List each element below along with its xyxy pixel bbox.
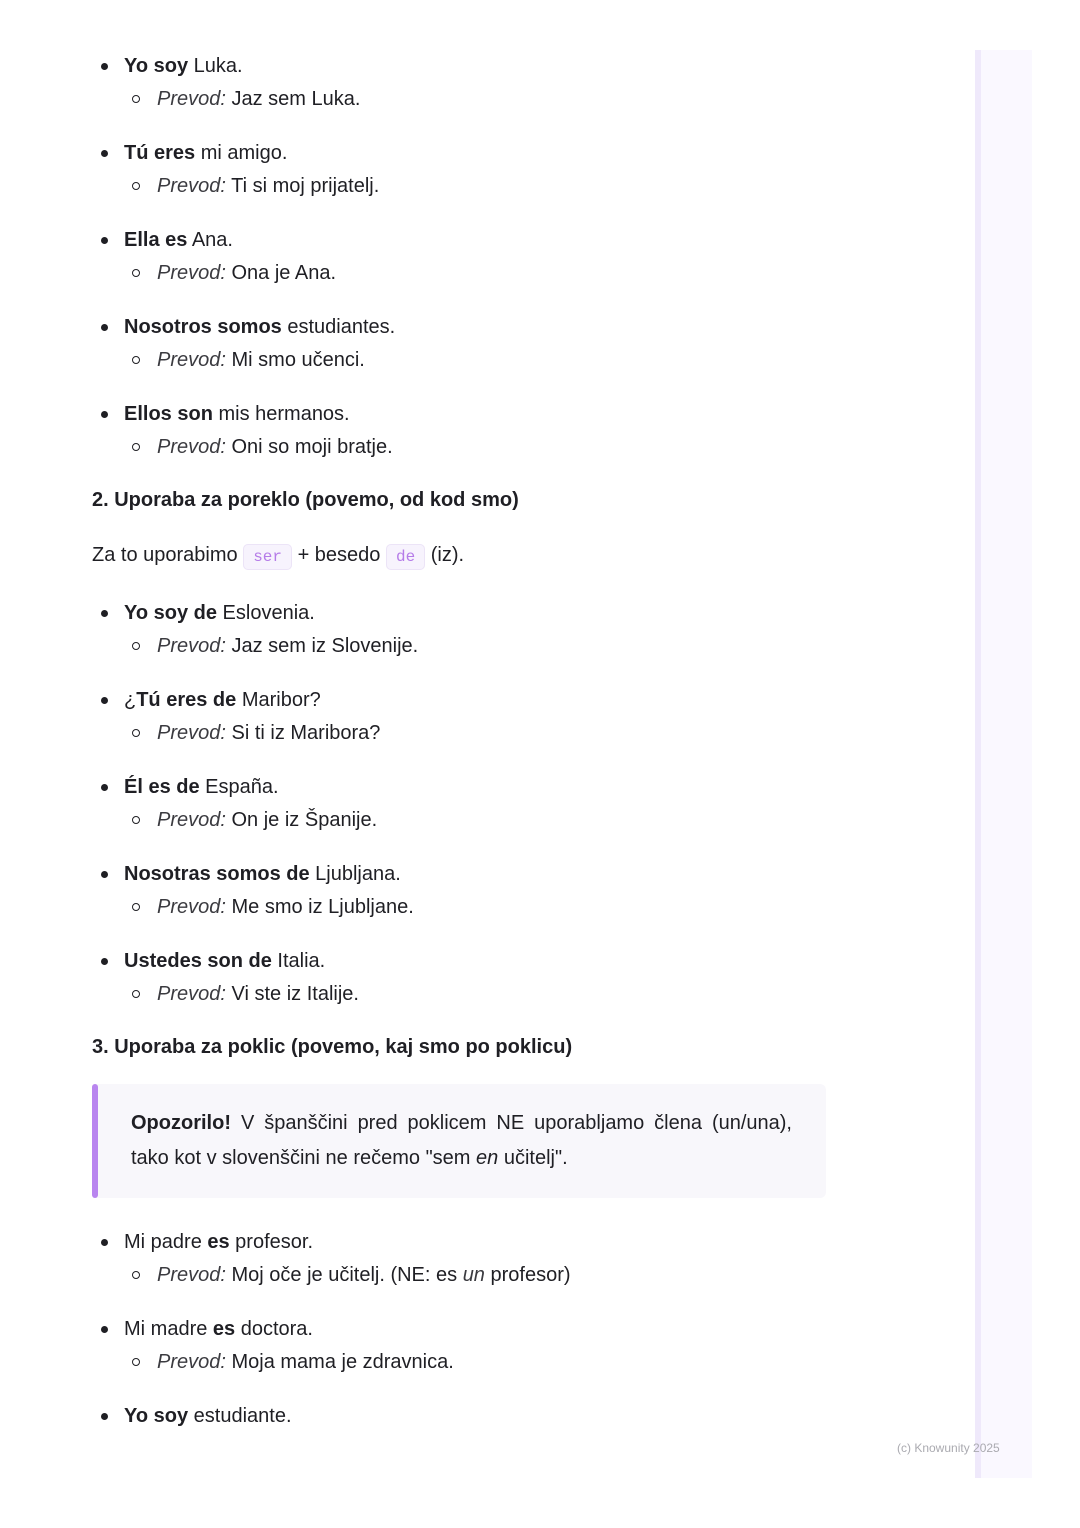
list-item [92, 771, 832, 836]
bullet-icon [101, 411, 108, 418]
bold-text: es [212, 1318, 236, 1340]
code-ser: ser [243, 544, 292, 570]
list-item [92, 1400, 832, 1433]
text: mis hermanos. [212, 403, 350, 425]
examples-list-identity [92, 50, 832, 463]
translation-label: Prevod: [157, 722, 226, 744]
example-sentence [124, 137, 832, 170]
translation-text: Me smo iz Ljubljane. [225, 896, 414, 918]
bullet-icon [101, 610, 108, 617]
list-item [92, 311, 832, 376]
bold-text: Nosotros somos [124, 316, 282, 338]
callout-text: V španščini pred poklicem NE uporabljamo člena (un/una), tako kot v slovenščini ne rečemo "sem [131, 1112, 792, 1169]
list-item [92, 945, 832, 1010]
translation-text: On je iz Španije. [225, 809, 378, 831]
bullet-icon [101, 871, 108, 878]
bullet-icon [101, 324, 108, 331]
bullet-icon [101, 1326, 108, 1333]
examples-list-origin [92, 597, 832, 1010]
bullet-icon [101, 1413, 108, 1420]
translation [124, 1346, 832, 1378]
translation-text: Oni so moji bratje. [225, 436, 393, 458]
circle-bullet-icon [132, 443, 140, 451]
bold-text: Tú eres de [136, 689, 237, 711]
bold-text: Tú eres [124, 142, 196, 164]
intro-text: Za to uporabimo [92, 544, 244, 566]
bullet-icon [101, 63, 108, 70]
text: ¿ [124, 689, 137, 711]
example-sentence [124, 398, 832, 431]
example-sentence [124, 945, 832, 978]
list-item [92, 137, 832, 202]
circle-bullet-icon [132, 1271, 140, 1279]
list-item [92, 1313, 832, 1378]
translation-text: Jaz sem Luka. [225, 88, 361, 110]
translation [124, 83, 832, 115]
translation [124, 170, 832, 202]
translation-label: Prevod: [157, 983, 226, 1005]
circle-bullet-icon [132, 990, 140, 998]
translation-text: Ti si moj prijatelj. [225, 175, 380, 197]
translation-label: Prevod: [157, 1264, 226, 1286]
bullet-icon [101, 958, 108, 965]
translation-label: Prevod: [157, 88, 226, 110]
code-de: de [386, 544, 425, 570]
side-panel-stripe [975, 50, 981, 1478]
circle-bullet-icon [132, 269, 140, 277]
example-sentence [124, 858, 832, 891]
examples-list-profession [92, 1226, 832, 1433]
bold-text: Ellos son [124, 403, 213, 425]
bold-text: Ella es [124, 229, 188, 251]
bullet-icon [101, 784, 108, 791]
circle-bullet-icon [132, 729, 140, 737]
example-sentence [124, 1226, 832, 1259]
text: Mi madre [124, 1318, 213, 1340]
translation-text: profesor) [484, 1264, 571, 1286]
translation-label: Prevod: [157, 896, 226, 918]
list-item [92, 1226, 832, 1291]
bold-text: Yo soy [124, 55, 189, 77]
warning-callout [92, 1084, 826, 1198]
circle-bullet-icon [132, 1358, 140, 1366]
translation [124, 344, 832, 376]
intro-text: + besedo [292, 544, 386, 566]
circle-bullet-icon [132, 356, 140, 364]
translation-label: Prevod: [157, 262, 226, 284]
example-sentence [124, 684, 832, 717]
example-sentence [124, 1400, 832, 1433]
translation-text: Moj oče je učitelj. (NE: es [225, 1264, 463, 1286]
callout-text: učitelj". [498, 1147, 568, 1169]
translation-text: Ona je Ana. [225, 262, 337, 284]
translation [124, 717, 832, 749]
text: estudiante. [188, 1405, 292, 1427]
text: Maribor? [236, 689, 321, 711]
translation [124, 431, 832, 463]
translation-label: Prevod: [157, 436, 226, 458]
text: Eslovenia. [217, 602, 315, 624]
text: España. [199, 776, 279, 798]
translation [124, 1259, 832, 1291]
origin-intro [92, 537, 832, 575]
copyright-footer: (c) Knowunity 2025 [897, 1441, 1000, 1455]
bold-text: Yo soy [124, 1405, 189, 1427]
translation [124, 978, 832, 1010]
callout-italic: en [476, 1147, 499, 1169]
text: profesor. [229, 1231, 314, 1253]
translation-text: Jaz sem iz Slovenije. [225, 635, 419, 657]
bullet-icon [101, 237, 108, 244]
bullet-icon [101, 697, 108, 704]
bold-text: Él es de [124, 776, 200, 798]
translation-text: Moja mama je zdravnica. [225, 1351, 454, 1373]
circle-bullet-icon [132, 95, 140, 103]
text: doctora. [235, 1318, 313, 1340]
bullet-icon [101, 150, 108, 157]
translation-text: Mi smo učenci. [225, 349, 365, 371]
bold-text: Yo soy de [124, 602, 217, 624]
example-sentence [124, 1313, 832, 1346]
list-item [92, 684, 832, 749]
bullet-icon [101, 1239, 108, 1246]
bold-text: Ustedes son de [124, 950, 272, 972]
document-content [92, 50, 832, 1455]
translation-label: Prevod: [157, 175, 226, 197]
section-heading-origin: 2. Uporaba za poreklo (povemo, od kod smo) [92, 489, 519, 511]
example-sentence [124, 771, 832, 804]
italic-text: un [462, 1264, 485, 1286]
list-item [92, 597, 832, 662]
text: estudiantes. [281, 316, 396, 338]
text: Italia. [271, 950, 326, 972]
list-item [92, 50, 832, 115]
translation [124, 891, 832, 923]
intro-text: (iz). [425, 544, 465, 566]
text: Ana. [187, 229, 233, 251]
bold-text: es [207, 1231, 230, 1253]
translation-label: Prevod: [157, 809, 226, 831]
translation-text: Vi ste iz Italije. [225, 983, 359, 1005]
circle-bullet-icon [132, 903, 140, 911]
section-heading-profession: 3. Uporaba za poklic (povemo, kaj smo po poklicu) [92, 1036, 573, 1058]
translation [124, 630, 832, 662]
example-sentence [124, 597, 832, 630]
text: Mi padre [124, 1231, 208, 1253]
list-item [92, 398, 832, 463]
translation-label: Prevod: [157, 635, 226, 657]
translation-text: Si ti iz Maribora? [225, 722, 381, 744]
translation-label: Prevod: [157, 1351, 226, 1373]
example-sentence [124, 50, 832, 83]
circle-bullet-icon [132, 642, 140, 650]
example-sentence [124, 224, 832, 257]
list-item [92, 224, 832, 289]
text: Luka. [188, 55, 243, 77]
list-item [92, 858, 832, 923]
side-panel [975, 50, 1032, 1478]
callout-title: Opozorilo! [131, 1112, 231, 1134]
text: Ljubljana. [309, 863, 401, 885]
circle-bullet-icon [132, 182, 140, 190]
translation [124, 257, 832, 289]
text: mi amigo. [195, 142, 288, 164]
circle-bullet-icon [132, 816, 140, 824]
example-sentence [124, 311, 832, 344]
translation-label: Prevod: [157, 349, 226, 371]
bold-text: Nosotras somos de [124, 863, 310, 885]
translation [124, 804, 832, 836]
